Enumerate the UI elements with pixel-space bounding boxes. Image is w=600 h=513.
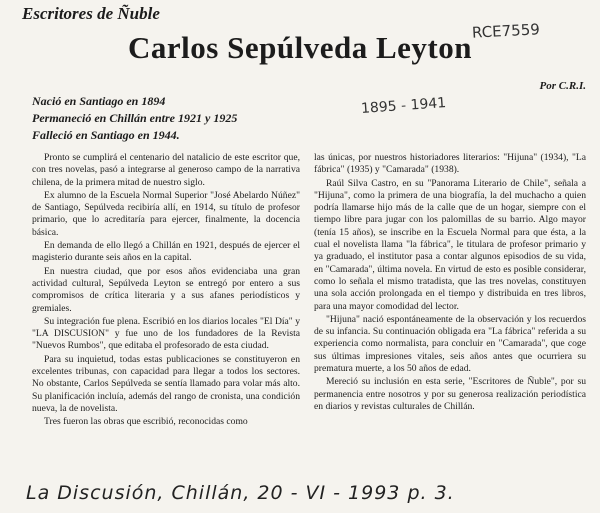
paragraph: Ex alumno de la Escuela Normal Superior "José Abelardo Núñez" de Santiago, Sepúlveda recibiría allí, en 1914, su título de profesor primario, que lo acreditaría para ejercer, finalmente, la docencia básica. bbox=[32, 189, 300, 238]
handwritten-years: 1895 - 1941 bbox=[360, 95, 447, 117]
intro-line: Permaneció en Chillán entre 1921 y 1925 bbox=[32, 111, 238, 125]
paragraph: Para su inquietud, todas estas publicaciones se constituyeron en excelentes tribunas, con capacidad para llegar a todos los sectores. No obstante, Carlos Sepúlveda se sentía llamado para volar más alto. Su planificación incluía, además del rango de cronista, una condición nueva, la de novelista. bbox=[32, 353, 300, 414]
intro-line: Nació en Santiago en 1894 bbox=[32, 94, 166, 108]
right-column bbox=[314, 152, 586, 414]
handwritten-source-note: La Discusión, Chillán, 20 - VI - 1993 p. 3. bbox=[26, 482, 455, 504]
series-heading: Escritores de Ñuble bbox=[22, 4, 160, 23]
intro-facts bbox=[32, 93, 237, 144]
paragraph: Su integración fue plena. Escribió en los diarios locales "El Día" y "LA DISCUSION" y fue uno de los fundadores de la Revista "Nuevos Rumbos", que editaba el profesorado de esta ciudad. bbox=[32, 315, 300, 352]
paragraph: "Hijuna" nació espontáneamente de la observación y los recuerdos de su infancia. Su continuación obligada era "La fábrica" referida a su experiencia como normalista, para concluir en "Camarada", que coge sus últimas impresiones vitales, seis años antes que ocurriera su prematura muerte, a los 50 años de edad. bbox=[314, 313, 586, 375]
handwritten-catalog-code: RCE7559 bbox=[471, 20, 541, 42]
article-title: Carlos Sepúlveda Leyton bbox=[128, 30, 472, 65]
paragraph: Pronto se cumplirá el centenario del natalicio de este escritor que, con tres novelas, pasó a integrarse al generoso campo de la narrativa chilena, de la primera mitad de nuestro siglo. bbox=[32, 152, 300, 188]
paragraph: Tres fueron las obras que escribió, reconocidas como bbox=[44, 416, 248, 428]
byline: Por C.R.I. bbox=[539, 80, 586, 92]
paragraph: las únicas, por nuestros historiadores literarios: "Hijuna" (1934), "La fábrica" (1935) y "Camarada" (1938). bbox=[314, 152, 586, 176]
intro-line: Falleció en Santiago en 1944. bbox=[32, 128, 180, 142]
paragraph: En demanda de ello llegó a Chillán en 1921, después de ejercer el magisterio durante seis años en la capital. bbox=[32, 240, 300, 264]
paragraph: En nuestra ciudad, que por esos años evidenciaba una gran actividad cultural, Sepúlveda Leyton se entregó por entero a sus compromisos de crítica literaria y a sus afanes periodísticos y gremiales. bbox=[32, 265, 300, 314]
paragraph: Raúl Silva Castro, en su "Panorama Literario de Chile", señala a "Hijuna", como la primera de una biografía, la del muchacho a quien podría llamarse hijo más de la calle que de un hogar, siempre con el tiempo libre para jugar con los palomillas de su barrio. Algo mayor (tenía 15 años), se inscribe en la Escuela Normal para que ésta, a la cual el novelista llama "la fábrica", le titulara de profesor primario y ya graduado, el institutor pasa a contar algunos episodios de su vida, en "Camarada", última novela. En virtud de esto es posible considerar, como lo señala el mismo tratadista, que las tres novelas, constituyen una sola acción prolongada en el tiempo y distribuida en tres libros, para una mayor comodidad del lector. bbox=[314, 177, 586, 312]
left-column bbox=[32, 152, 300, 430]
paragraph: Mereció su inclusión en esta serie, "Escritores de Ñuble", por su permanencia entre nosotros y por su generosa realización periodística en diarios y revistas culturales de Chillán. bbox=[314, 376, 586, 412]
